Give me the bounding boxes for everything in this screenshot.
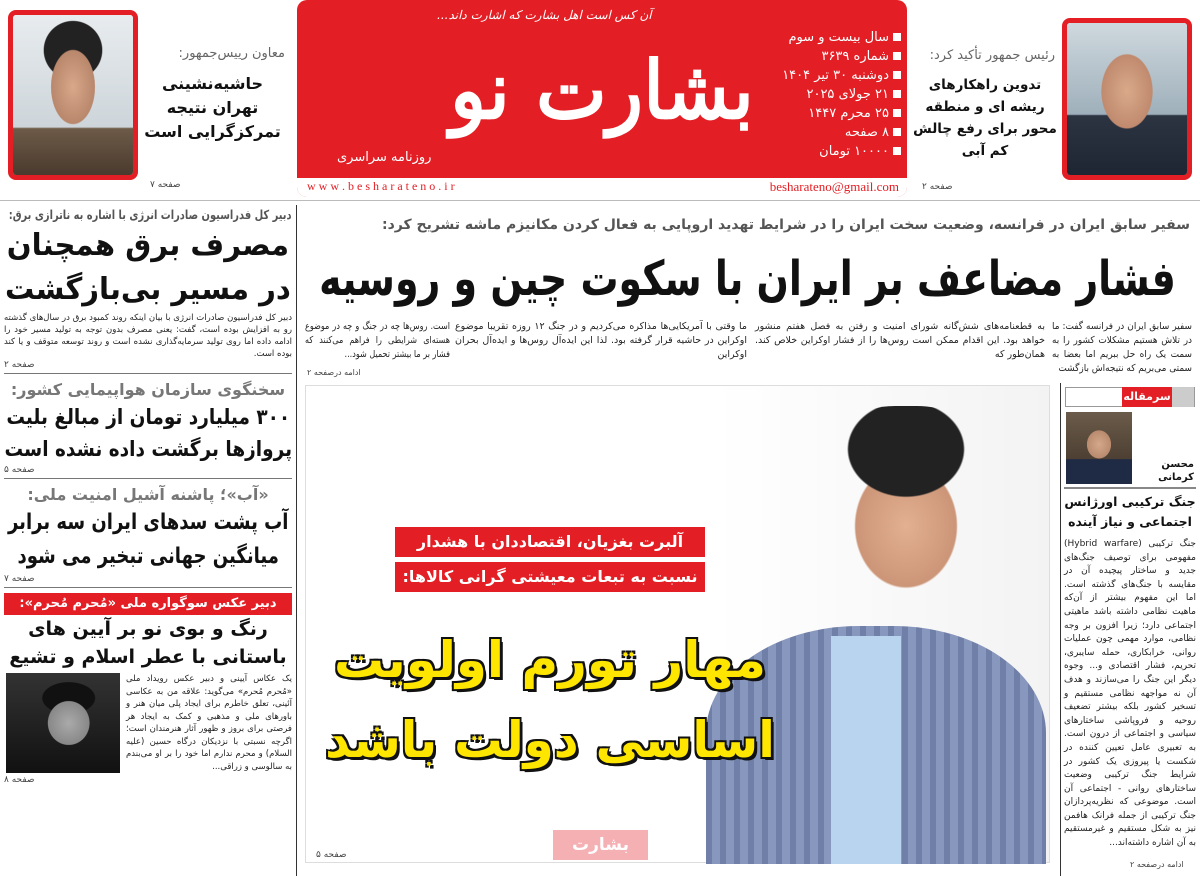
editorial-author: محسن کرمانی — [1158, 459, 1194, 483]
feature-headline-line-1[interactable]: مهار تورم اولویت — [334, 631, 766, 689]
story-4 — [4, 593, 292, 785]
story-2 — [4, 379, 292, 479]
story-3 — [4, 484, 292, 588]
editorial-label: سرمقاله — [1122, 387, 1172, 407]
issue-number: شماره ۳۶۳۹ — [761, 47, 901, 66]
story-1 — [4, 206, 292, 374]
top-left-photo — [8, 10, 138, 180]
story-1-headline[interactable]: مصرف برق همچنان در مسیر بی‌بازگشت — [5, 228, 291, 307]
story-1-body: دبیر کل فدراسیون صادرات انرژی با بیان اینکه روند کمبود برق در سال‌های گذشته رو به افزایش بوده است، گفت: یعنی مصرف بدون توجه به تولید مسیر خود را ادامه داده اما روی تولید سرمایه‌گذاری نشده است و روند توسعه متوقف و یا کند بوده است. — [4, 313, 292, 359]
story-4-headline[interactable]: رنگ و بوی نو بر آیین های باستانی با عطر اسلام و تشیع — [9, 618, 287, 668]
editorial-continued[interactable]: ادامه درصفحه ۲ — [1130, 860, 1184, 869]
feature-page: صفحه ۵ — [316, 850, 347, 860]
feature-headline-line-2[interactable]: اساسی دولت باشد — [325, 711, 775, 769]
lead-column-2: به قطعنامه‌های شش‌گانه شورای امنیت و رفتن به فصل هفتم منشور خواهد بود. این اقدام ممکن است روس‌ها را از فشار اوکراین خلاص کند. همان‌طور که — [755, 321, 1045, 360]
page-count: ۸ صفحه — [761, 123, 901, 142]
editorial-body: جنگ ترکیبی (Hybrid warfare) مفهومی برای توصیف جنگ‌های جدید و ساختار پیچیده آن در مقایسه با جنگ‌های گذشته است. اما این مفهوم بیشتر از آن‌که ماهیت نظامی داشته باشد ماهیتی اجتماعی دارد؛ زیرا افزون بر وجه نظامی، موارد مهمی چون عملیات روانی، خرابکاری، حمله سایبری، تحریم، فشار اقتصادی و... وجوه دیگر این جنگ را می‌سازند و هدف آن نه مواجهه نظامی مستقیم و تسخیر کشور بلکه بیشتر تضعیف روحیه و فروپاشی ساختارهای سیاسی و اجتماعی از درون است. به تعبیری عامل تعیین کننده در شکست یا پیروزی یک کشور در شرایط جنگ ترکیبی وضعیت ساختارهای روانی - اجتماعی آن است. موضوعی که نظریه‌پردازان جنگ ترکیبی از جمله فرانک هافمن نیز به شکل مستقیم و غیرمستقیم به آن اشاره داشته‌اند... — [1064, 539, 1196, 849]
editorial-headline[interactable]: جنگ ترکیبی اورژانس اجتماعی و نیاز آینده — [1064, 494, 1196, 529]
lead-continued[interactable]: ادامه درصفحه ۲ — [307, 368, 361, 377]
watermark-logo: بشارت — [553, 830, 648, 860]
lead-column-3: ما وقتی با آمریکایی‌ها مذاکره می‌کردیم و در جنگ ۱۲ روزه تقریبا موضوع اوکراین در حاشیه قرار گرفته بود. لذا این ایده‌آل روس‌ها و ایده‌آل بحران اوکراین — [455, 321, 747, 360]
story-4-body: یک عکاس آیینی و دبیر عکس رویداد ملی «مُحرم مُحرم» می‌گوید: علاقه من به عکاسی آئینی، تعلق خاطرم برای ایجاد پلی میان هنر و باورهای ملی و مذهبی و کمک به ایجاد هر فرصتی برای بروز و ظهور آثار هنرمندان است؛ اگرچه نسبتی با نزدیکان درگاه حسین (علیه السلام) و محرم ندارم اما خود را بر او می‌بندم به سالوسی و زراقی... — [126, 674, 292, 772]
editorial-author-photo — [1066, 412, 1132, 484]
issue-date-persian: دوشنبه ۳۰ تیر ۱۴۰۴ — [761, 66, 901, 85]
story-4-page: صفحه ۸ — [4, 775, 35, 785]
story-3-kicker: «آب»؛ پاشنه آشیل امنیت ملی: — [27, 485, 269, 504]
story-2-page: صفحه ۵ — [4, 465, 35, 475]
top-left-page: صفحه ۷ — [150, 180, 181, 190]
price: ۱۰۰۰۰ تومان — [761, 142, 901, 161]
story-4-kicker: دبیر عکس سوگواره ملی «مُحرم مُحرم»: — [4, 593, 292, 615]
masthead-subtitle: روزنامه سراسری — [337, 150, 432, 165]
editorial-icon — [1172, 387, 1194, 407]
top-left-kicker: معاون رییس‌جمهور: — [178, 46, 285, 61]
masthead — [297, 0, 907, 197]
feature-box — [305, 385, 1050, 863]
issue-info — [761, 28, 901, 161]
slogan: آن کس است اهل بشارت که اشارت داند... — [437, 8, 652, 22]
lead-column-4: است. روس‌ها چه در جنگ و چه در موضوع هسته‌ای شرایطی را فراهم می‌کنند که فشار بر ما بیشتر تحمیل شود... — [305, 321, 450, 360]
feature-kicker-line-2: نسبت به تبعات معیشتی گرانی کالاها: — [402, 567, 698, 586]
issue-year: سال بیست و سوم — [761, 28, 901, 47]
top-right-kicker: رئیس جمهور تأکید کرد: — [929, 48, 1055, 63]
editorial-label-box — [1065, 387, 1195, 407]
story-1-kicker: دبیر کل فدراسیون صادرات انرژی با اشاره به ناترازی برق: — [9, 207, 292, 222]
left-column — [4, 206, 292, 785]
lead-headline[interactable]: فشار مضاعف بر ایران با سکوت چین و روسیه — [319, 251, 1176, 307]
logo: بشارت نو — [449, 43, 754, 137]
story-4-photo — [6, 673, 120, 773]
website-link[interactable]: w w w . b e s h a r a t e n o . i r — [307, 179, 455, 193]
lead-column-1: سفیر سابق ایران در فرانسه گفت: ما در تلاش هستیم مشکلات کشور را به سمت یک راه حل ببریم اما بعضا به سمتی می‌بریم که نتیجه‌اش بازگشت — [1052, 321, 1192, 374]
story-2-headline[interactable]: ۳۰۰ میلیارد تومان از مبالغ بلیت پروازها برگشت داده نشده است — [4, 405, 292, 461]
lead-kicker: سفیر سابق ایران در فرانسه، وضعیت سخت ایران را در شرایط تهدید اروپایی به فعال کردن مکانیزم ماشه تشریح کرد: — [381, 217, 1190, 233]
top-right-page: صفحه ۲ — [922, 182, 953, 192]
feature-kicker-line-1: آلبرت بغزیان، اقتصاددان با هشدار — [416, 532, 684, 551]
story-3-page: صفحه ۷ — [4, 574, 35, 584]
story-3-headline[interactable]: آب پشت سدهای ایران سه برابر میانگین جهانی تبخیر می شود — [7, 510, 289, 569]
feature-photo-head — [796, 406, 1016, 646]
story-1-page: صفحه ۲ — [4, 360, 35, 370]
story-2-kicker: سخنگوی سازمان هواپیمایی کشور: — [10, 380, 286, 399]
top-right-photo — [1062, 18, 1192, 180]
top-right-headline[interactable]: تدوین راهکارهای ریشه ای و منطقه محور برای رفع چالش کم آبی — [913, 77, 1057, 159]
top-left-headline[interactable]: حاشیه‌نشینی تهران نتیجه تمرکزگرایی است — [144, 74, 281, 141]
issue-date-gregorian: ۲۱ جولای ۲۰۲۵ — [761, 85, 901, 104]
email-link[interactable]: besharateno@gmail.com — [769, 179, 899, 194]
issue-date-hijri: ۲۵ محرم ۱۴۴۷ — [761, 104, 901, 123]
